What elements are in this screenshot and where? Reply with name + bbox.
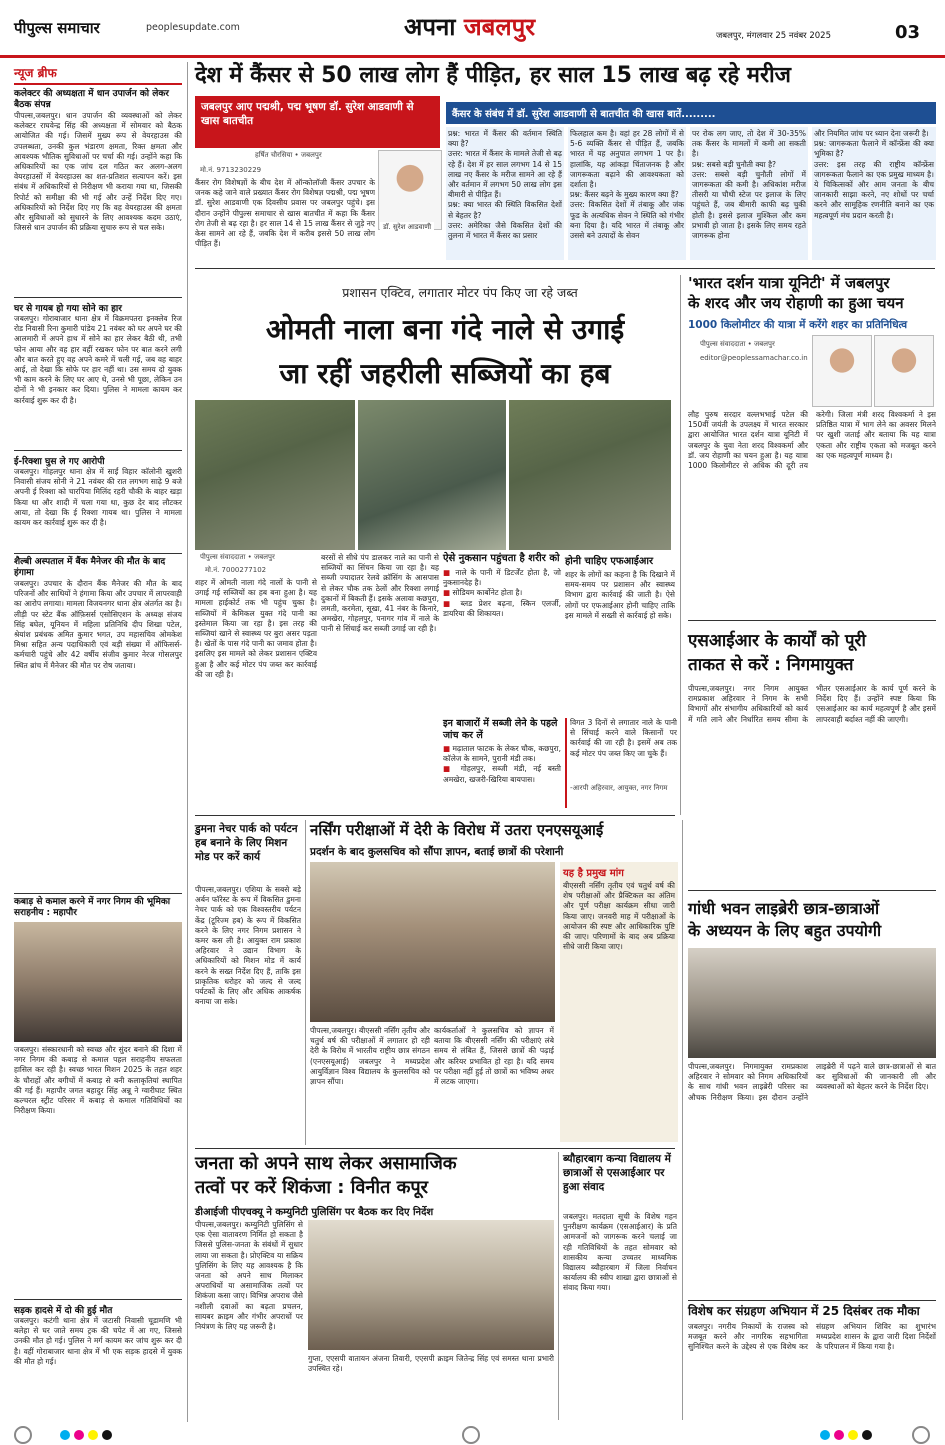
registration-mark-center (462, 1426, 480, 1444)
color-dot-black (862, 1430, 872, 1440)
brief-4-body: जबलपुर। उपचार के दौरान बैंक मैनेजर की मौत के बाद परिजनों और साथियों ने हंगामा किया और उपचार में लापरवाही का आरोप लगाया। मामला विजयनगर थाना क्षेत्र अंतर्गत का है। लीड़ी पर स्टेट बैंक ऑफ़िसर्स एसोसिएशन के अध्यक्ष संजय सिंह बघेल, यूनियन में महिला प्रतिनिधि दीप शिखा पटेल, श्रेयांश प्रबंधक अमित कुमार भगत, उप महासचिव ओमकेश मिश्रा सहित अन्य पदाधिकारी एवं बड़ी संख्या में ऑफिसर्स-कर्मचारी पहुंचे और 42 वर्षीय संजीव कुमार नेरज गोसलपुर स्थित ब्रांच में मैनेजर की मौत पर रोष जताया। (14, 579, 182, 670)
divider (195, 815, 675, 816)
gandhi-headline-1: गांधी भवन लाइब्रेरी छात्र-छात्राओं (688, 899, 880, 918)
nursing-col1: पीपल्स,जबलपुर। बीएससी नर्सिंग तृतीय और चतुर्थ वर्ष की परीक्षाओं में लगातार हो रही देरी के विरोध में भारतीय राष्ट्रीय छात्र संगठन (एनएसयूआई) जबलपुर ने मध्यप्रदेश आयुर्विज्ञान विश्व विद्यालय के कुलसचिव को ज्ञापन सौंपा। (310, 1026, 430, 1087)
news-brief-column (14, 62, 182, 1422)
omti-headline-2: जा रहीं जहरीली सब्जियों का हब (279, 357, 611, 390)
bharat-portrait-1 (812, 335, 872, 407)
nursing-demand-box (560, 862, 678, 1142)
qa-column-1: प्रश्न: भारत में कैंसर की वर्तमान स्थिति क्या है? उत्तर: भारत में कैंसर के मामले तेजी से बढ़ रहे हैं। देश में हर साल लगभग 14 से 15 लाख नए कैंसर के मरीज सामने आ रहे हैं और वर्तमान में लगभग 50 लाख लोग इस बीमारी से पीड़ित हैं। प्रश्न: क्या भारत की स्थिति विकसित देशों से बेहतर है? उत्तर: अमेरिका जैसे विकसित देशों की तुलना में भारत में कैंसर का प्रसार (446, 127, 564, 260)
brief-6-title: सड़क हादसे में दो की हुई मौत (14, 1306, 113, 1316)
column-divider (187, 62, 188, 1422)
nursing-col2: कार्यकर्ताओं ने कुलसचिव को ज्ञापन में बताया कि बीएससी नर्सिंग की परीक्षाएं लंबे समय से लंबित हैं, जिससे छात्रों की पढ़ाई और करियर प्रभावित हो रहा है। यदि समय पर परीक्षा नहीं हुई तो छात्रों का भविष्य अधर में लटक जाएगा। (434, 1026, 554, 1087)
lead-byline: हर्षित चौरसिया • जबलपुर (255, 151, 322, 159)
qa-column-4: और नियमित जांच पर ध्यान देना जरूरी है। प्रश्न: जागरूकता फैलाने में कॉन्फ्रेंस की क्या भूमिका है? उत्तर: इस तरह की राष्ट्रीय कॉन्फ्रेंस जागरूकता फैलाने का एक प्रमुख माध्यम है। ये चिकित्सकों और आम जनता के बीच जानकारी साझा करने, नए शोधों पर चर्चा करने और सामूहिक रणनीति बनाने का एक महत्वपूर्ण मंच प्रदान करती है। (812, 127, 936, 260)
omti-quote-box (565, 718, 677, 808)
sir-headline-2: ताकत से करें : निगमायुक्त (688, 655, 854, 675)
registration-marks (0, 1424, 945, 1445)
janata-subhead: डीआईजी पीएचक्यू ने कम्युनिटी पुलिसिंग पर बैठक कर दिए निर्देश (195, 1207, 434, 1218)
bharat-subhead: 1000 किलोमीटर की यात्रा में करेंगे शहर का प्रतिनिधित्व (688, 319, 908, 331)
color-dot-black (102, 1430, 112, 1440)
omti-photo-1 (195, 400, 355, 550)
divider (14, 297, 182, 298)
qa-column-3: पर रोक लग जाए, तो देश में 30-35% तक कैंसर के मामलों में कमी आ सकती है। प्रश्न: सबसे बड़ी चुनौती क्या है? उत्तर: सबसे बड़ी चुनौती लोगों में जागरूकता की कमी है। अधिकांश मरीज तीसरी या चौथी स्टेज पर इलाज के लिए पहुंचते हैं, जब बीमारी काफी बढ़ चुकी होती है। इससे इलाज मुश्किल और कम प्रभावी हो जाता है। इसके लिए समय रहते जागरूक होना (690, 127, 808, 260)
doctor-portrait (378, 150, 442, 230)
janata-photo (308, 1220, 554, 1350)
newspaper-logo: पीपुल्स समाचार (14, 19, 100, 37)
bharat-portrait-2 (874, 335, 934, 407)
dateline: जबलपुर, मंगलवार 25 नवंबर 2025 (716, 31, 831, 41)
dumna-headline: डुमना नेचर पार्क को पर्यटन हब बनाने के लिए मिशन मोड पर करें कार्य (195, 823, 298, 863)
omti-fir-box (565, 553, 675, 713)
gandhi-photo (688, 948, 936, 1058)
omti-kicker: प्रशासन एक्टिव, लगातार मोटर पंप किए जा रहे जब्त (342, 285, 578, 300)
bharat-body: लौह पुरुष सरदार वल्लभभाई पटेल की 150वीं जयंती के उपलक्ष्य में भारत सरकार द्वारा आयोजित भारत दर्शन यात्रा यूनिटी में जबलपुर के युवा नेता शरद विश्वकर्मा और डॉ. जय रोहाणी का चयन हुआ है। यह यात्रा 1000 किलोमीटर से अधिक की दूरी तय करेगी। जिला मंत्री शरद विश्वकर्मा ने इस प्रतिष्ठित यात्रा में भाग लेने का अवसर मिलने पर खुशी जताई और बताया कि यह यात्रा एकता और राष्ट्रीय एकता को मजबूत करने का एक महत्वपूर्ण माध्यम है। (688, 410, 936, 471)
color-dot-yellow (88, 1430, 98, 1440)
nursing-photo (310, 862, 555, 1022)
column-divider (680, 275, 681, 815)
brief-1-title: कलेक्टर की अध्यक्षता में धान उपार्जन को लेकर बैठक संपन्न (14, 89, 169, 110)
divider (14, 553, 182, 554)
color-dot-magenta (834, 1430, 844, 1440)
section-title-part2: जबलपुर (463, 13, 536, 41)
divider (195, 268, 935, 269)
omti-col1: शहर में ओमती नाला गंदे नालों के पानी से उगाई गई सब्जियों का हब बना हुआ है। यह मामला हाईकोर्ट तक भी पहुंच चुका है। सब्जियों में केमिकल युक्त गंदे पानी का इस्तेमाल किया जा रहा है। इस तरह की सब्जियां खाने से स्वास्थ्य पर बुरा असर पड़ता है। खेतों के पास गंदे पानी का जमाव होता है। इसलिए इस मामले को लेकर प्रशासन एक्टिव हुआ है और कई मोटर पंप जब्त कर कार्रवाई की जा रही है। (195, 578, 317, 679)
divider (688, 1300, 936, 1301)
brief-2-body: जबलपुर। गोराबाजार थाना क्षेत्र में विक्रमपतरा इनक्लेव रिज रोड निवासी रिना कुमारी पांडेय 21 नवंबर को घर अपने घर की आलमारी में अपने हाथ में सोने का हार लेकर बैठी थी, तभी फोन आया और वह हार वहीं रखकर फोन पर बात करने लगी और बात करते हुए वह अपने कमरे में चली गई, जब वह बाहर आई, तो देखा कि सोफे पर हार नहीं था। उस समय दो युवक भी काम करने के लिए घर आए थे, उनसे भी पूछा, लेकिन उन दोनों ने भी इनकार कर दिया। पुलिस ने मामला कायम कर कार्रवाई शुरू कर दी है। (14, 314, 182, 405)
janata-body: पीपल्स,जबलपुर। कम्युनिटी पुलिसिंग से एक ऐसा वातावरण निर्मित हो सकता है जिससे पुलिस-जनता के संबंधों में सुधार लाया जा सकता है। प्रोएक्टिव या सक्रिय पुलिसिंग के लिए यह आवश्यक है कि जनता को अपने साथ मिलाकर अपराधियों या असामाजिक तत्वों पर शिकंजा कसा जाए। विभिन्न अपराध जैसे नशीली दवाओं का बढ़ता प्रचलन, सायबर क्राइम और गंभीर अपराधों पर नियंत्रण के लिए यह जरूरी है। (195, 1220, 303, 1332)
section-title (404, 10, 535, 43)
lead-kicker: जबलपुर आए पद्मश्री, पद्म भूषण डॉ. सुरेश आडवाणी से खास बातचीत (201, 101, 414, 127)
nursing-subhead: प्रदर्शन के बाद कुलसचिव को सौंपा ज्ञापन, बताई छात्रों की परेशानी (310, 846, 564, 858)
color-dot-cyan (60, 1430, 70, 1440)
registration-mark-left (14, 1426, 32, 1444)
lead-highlight-text: कैंसर के संबंध में डॉ. सुरेश आडवाणी से बातचीत की खास बातें......... (452, 109, 716, 120)
omti-mobile: मो.नं. 7000277102 (205, 566, 267, 574)
omti-photo-2 (358, 400, 506, 550)
masthead (0, 0, 945, 58)
gandhi-body: पीपल्स,जबलपुर। निगमायुक्त रामप्रकाश अहिरवार ने सोमवार को निगम अधिकारियों के साथ गांधी भवन लाइब्रेरी परिसर का औचक निरीक्षण किया। इस दौरान उन्होंने लाइब्रेरी में पढ़ने वाले छात्र-छात्राओं से बात कर सुविधाओं की जानकारी ली और व्यवस्थाओं को बेहतर करने के निर्देश दिए। (688, 1062, 936, 1102)
brief-5-title: कबाड़ से कमाल करने में नगर निगम की भूमिका सराहनीय : महापौर (14, 897, 171, 918)
column-divider (305, 820, 306, 1145)
omti-byline: पीपुल्स संवाददाता • जबलपुर (200, 553, 275, 561)
column-divider (682, 820, 683, 1420)
divider (14, 1299, 182, 1300)
omti-damage-item-2: ■ सोडियम कार्बोनेट होता है। (443, 588, 561, 598)
omti-damage-item-1: ■ नाले के पानी में डिटर्जेंट होता है, जो नुकसानदेह है। (443, 568, 561, 588)
divider (14, 450, 182, 451)
omti-damage-title: ऐसे नुकसान पहुंचता है शरीर को (443, 553, 560, 564)
color-dot-magenta (74, 1430, 84, 1440)
divider (688, 620, 936, 621)
omti-fir-title: होनी चाहिए एफआईआर (565, 556, 654, 567)
dumna-body: पीपल्स,जबलपुर। एशिया के सबसे बड़े अर्बन फॉरेस्ट के रूप में विकसित डुमना नेचर पार्क को एक विश्वस्तरीय पर्यटन केंद्र (टूरिज्म हब) के रूप में विकसित करने के लिए नगर निगम प्रशासन ने कमर कस ली है। आयुक्त राम प्रकाश अहिरवार ने उद्यान विभाग के अधिकारियों को मिशन मोड में कार्य करने के सख्त निर्देश दिए हैं, ताकि इस प्राकृतिक धरोहर को जल्द से जल्द पर्यटकों के लिए और अधिक आकर्षक बनाया जा सके। (195, 885, 301, 1007)
brief-6-body: जबलपुर। कटंगी थाना क्षेत्र में जटासी निवासी चूडामणि भी बलेहा से घर जाते समय ट्रक की चपेट में आ गए, जिससे उनकी मौत हो गई। पुलिस ने मर्ग कायम कर जांच शुरू कर दी है। वहीं गोराबाजार थाना क्षेत्र में भी एक सड़क हादसे में युवक की मौत हो गई। (14, 1316, 182, 1366)
news-brief-label: न्यूज ब्रीफ (14, 62, 182, 85)
lead-kicker-box (195, 96, 440, 148)
nursing-headline: नर्सिंग परीक्षाओं में देरी के विरोध में उतरा एनएसयूआई (310, 821, 604, 839)
divider (195, 1148, 675, 1149)
qa-column-2: फिलहाल कम है। वहां हर 28 लोगों में से 5-6 व्यक्ति कैंसर से पीड़ित हैं, जबकि भारत में यह अनुपात लगभग 1 पर है। हालांकि, यह आंकड़ा चिंताजनक है और जागरूकता बढ़ाने की आवश्यकता को दर्शाता है। प्रश्न: कैंसर बढ़ने के मुख्य कारण क्या हैं? उत्तर: विकसित देशों में तंबाकू और जंक फूड के अत्यधिक सेवन ने स्थिति को गंभीर बना दिया है। यदि भारत में तंबाकू और उससे बने उत्पादों के सेवन (568, 127, 686, 260)
janata-headline-1: जनता को अपने साथ लेकर असामाजिक (195, 1153, 457, 1174)
byohar-body: जबलपुर। मतदाता सूची के विशेष गहन पुनरीक्षण कार्यक्रम (एसआईआर) के प्रति आमजनों को जागरूक करने चलाई जा रही गतिविधियों के तहत सोमवार को शासकीय कन्या उच्चतर माध्यमिक विद्यालय ब्यौहारबाग में जिला निर्वाचन कार्यालय की स्वीप शाखा द्वारा छात्राओं से संवाद किया गया। (563, 1212, 677, 1293)
byohar-headline: ब्यौहारबाग कन्या विद्यालय में छात्राओं से एसआईआर पर हुआ संवाद (563, 1153, 671, 1193)
bharat-byline: पीपुल्स संवाददाता • जबलपुर (700, 340, 775, 348)
lead-highlight-bar (446, 102, 936, 124)
omti-quote-by: -आरपी अहिरवार, आयुक्त, नगर निगम (570, 784, 668, 792)
lead-intro: कैंसर रोग विशेषज्ञों के बीच देश में ऑन्कोलॉजी कैंसर उपचार के जनक कहे जाने वाले प्रख्यात कैंसर रोग विशेषज्ञ पद्मश्री, पद्म भूषण डॉ. सुरेश आडवाणी एक दिवसीय प्रवास पर जबलपुर पहुंचे। इस दौरान उन्होंने पीपुल्स समाचार से खास बातचीत में कहा कि कैंसर रोग तेजी से बढ़ रहा है। हर साल 14 से 15 लाख कैंसर से जुड़े नए केस सामने आ रहे हैं, जबकि देश में करीब इससे 50 लाख लोग पीड़ित हैं। (195, 178, 375, 249)
color-dot-cyan (820, 1430, 830, 1440)
bharat-email[interactable]: editor@peoplessamachar.co.in (700, 354, 808, 362)
omti-fir-body: शहर के लोगों का कहना है कि दिखाने में समय-समय पर प्रशासन और स्वास्थ्य विभाग द्वारा कार्रवाई की जाती है। ऐसे लोगों पर एफआईआर होनी चाहिए ताकि इस मामले में सख्ती से कार्रवाई हो सके। (565, 570, 675, 620)
omti-market-item-1: ■ मढ़ाताल फाटक के लेकर चौक, कछपुरा, कॉलेज के सामने, पुरानी मंडी तक। (443, 744, 561, 764)
brief-3-title: ई-रिक्शा घुस ले गए आरोपी (14, 457, 105, 467)
brief-3-body: जबलपुर। गोहलपुर थाना क्षेत्र में साईं विहार कॉलोनी खुशरी निवासी संजय सोनी ने 21 नवंबर की रात लगभग साढ़े 9 बजे अपनी ई रिक्शा को चारपिया मिलिंद रहरी चौकी के बाहर खड़ा किया था और शादी में चला गया था, कुछ देर बाद लौटकर आया, तो देखा कि ई रिक्शा गायब था। पुलिस ने मामला कायम कर कार्रवाई शुरू कर दी है। (14, 467, 182, 528)
bharat-headline-1: 'भारत दर्शन यात्रा यूनिटी' में जबलपुर (688, 274, 890, 292)
page-number: 03 (895, 22, 921, 43)
registration-mark-right (912, 1426, 930, 1444)
lead-headline: देश में कैंसर से 50 लाख लोग हैं पीड़ित, हर साल 15 लाख बढ़ रहे मरीज (195, 63, 791, 88)
section-title-part1: अपना (404, 13, 456, 41)
omti-damage-box (443, 553, 561, 713)
color-dot-yellow (848, 1430, 858, 1440)
divider (14, 893, 182, 894)
doctor-portrait-caption: डॉ. सुरेश आडवाणी (380, 222, 434, 233)
brief-5-body: जबलपुर। संस्कारधानी को स्वच्छ और सुंदर बनाने की दिशा में नगर निगम की कबाड़ से कमाल पहल सराहनीय सफलता हासिल कर रही है। स्वच्छ भारत मिशन 2025 के तहत शहर के चौराहों और बगीचों में कबाड़ से बनी कलाकृतियां स्थापित की गई हैं। महापौर जगत बहादुर सिंह अन्नू ने ग्वारीघाट स्थित कल्चरल स्ट्रीट परिसर में कबाड़ से कमाल गतिविधियों का निरीक्षण किया। (14, 1045, 182, 1116)
brief-2-title: घर से गायब हो गया सोने का हार (14, 304, 122, 314)
gandhi-headline-2: के अध्ययन के लिए बहुत उपयोगी (688, 921, 882, 940)
bharat-headline-2: के शरद और जय रोहाणी का हुआ चयन (688, 294, 904, 312)
omti-market-item-2: ■ गोहलपुर, सब्जी मंडी, नई बस्ती अमखेरा, खजरी-खिरिया बायपास। (443, 764, 561, 784)
omti-market-title: इन बाजारों में सब्जी लेने के पहले जांच कर लें (443, 718, 558, 741)
nursing-demand-body: बीएससी नर्सिंग तृतीय एवं चतुर्थ वर्ष की शेष परीक्षाओं और प्रैक्टिकल का अंतिम और पूर्ण परीक्षा कार्यक्रम सीधा जारी किया जाए। जनवरी माह में परीक्षाओं के आयोजन की स्पष्ट और आधिकारिक पुष्टि की जाए। परिणामों के बाद अब प्रक्रिया सीधे जारी किया जाए। (563, 881, 675, 952)
brief-5-photo (14, 922, 182, 1042)
sir-headline-1: एसआईआर के कार्यों को पूरी (688, 631, 866, 651)
brief-1-body: पीपल्स,जबलपुर। धान उपार्जन की व्यवस्थाओं को लेकर कलेक्टर राघवेन्द्र सिंह की अध्यक्षता में सोमवार को बैठक आयोजित की गई। जिसमें मुख्य रूप से वेयरहाउस की उपलब्धता, उनकी कुल भंडारण क्षमता, रिक्त क्षमता और आवश्यक भौतिक सुविधाओं पर चर्चा की गई। उन्होंने कहा कि अधिकारियों का एक जांच दल गठित कर अलग-अलग वेयरहाउसों में वेयरहाउस का शत-प्रतिशत सत्यापन करें। इस संबंध में अधिकारियों से निरीक्षण भी कराया गया था, जिसकी रिपोर्ट को समीक्षा की भी गई और उन्हें निर्देश दिए गए। अधिकारियों को निर्देश दिए गए कि वह वेयरहाउस की क्षमता और सुविधाओं को सुधारने के लिए आवश्यक कदम उठाएं, जिससे धान उपार्जन की प्रक्रिया सुचारु रूप से चल सके। (14, 111, 182, 233)
brief-4-title: शैल्बी अस्पताल में बैंक मैनेजर की मौत के बाद हंगामा (14, 557, 166, 578)
website-url[interactable]: peoplesupdate.com (146, 22, 240, 33)
janata-headline-2: तत्वों पर करें शिकंजा : विनीत कपूर (195, 1177, 429, 1198)
omti-photo-3 (509, 400, 671, 550)
omti-market-box (443, 718, 561, 808)
omti-damage-item-3: ■ ब्लड प्रेशर बढ़ना, स्किन एलर्जी, डायरिया की शिकायत। (443, 599, 561, 619)
lead-mobile: मो.नं. 9713230229 (200, 166, 262, 174)
divider (688, 890, 936, 891)
omti-quote: विगत 3 दिनों से लगातार नाले के पानी से सिंचाई करने वाले किसानों पर कार्रवाई की जा रही है। इसमें अब तक कई मोटर पंप जब्त किए जा चुके हैं। (570, 718, 677, 758)
sir-body: पीपल्स,जबलपुर। नगर निगम आयुक्त रामप्रकाश अहिरवार ने निगम के सभी विभागों और संभागीय अधिकारियों को कार्य में गति लाने और निर्धारित समय सीमा के भीतर एसआईआर के कार्य पूर्ण करने के निर्देश दिए हैं। उन्होंने स्पष्ट किया कि एसआईआर का कार्य महत्वपूर्ण है और इसमें लापरवाही बर्दाश्त नहीं की जाएगी। (688, 684, 936, 724)
omti-headline-1: ओमती नाला बना गंदे नाले से उगाई (265, 313, 625, 346)
column-divider (558, 1152, 559, 1420)
nursing-demand-title: यह है प्रमुख मांग (563, 868, 624, 879)
vishesh-body: जबलपुर। नगरीय निकायों के राजस्व को मजबूत करने और नागरिक सहभागिता सुनिश्चित करने के उद्देश्य से एक विशेष कर संग्रहण अभियान शिविर का शुभारंभ मध्यप्रदेश शासन के द्वारा जारी दिशा निर्देशों के परिपालन में किया गया है। (688, 1322, 936, 1352)
omti-col2: बरसों से सीधे पंप डालकर नाले का पानी से सब्जियों का सिंचन किया जा रहा है। यह सब्जी ज्यादातर रेलवे क्रॉसिंग के आसपास से लेकर चौक तक ठेलों और रिक्शा लगाई दुकानों में बिकती हैं। इसके अलावा कछपुरा, लमती, करमेता, सूखा, 41 नंबर के किनारे, अमखेरा, गोहलपुर, पनागर गांव में नाले के पानी से सिंचाई कर सब्जी उगाई जा रही है। (321, 553, 439, 634)
vishesh-headline: विशेष कर संग्रहण अभियान में 25 दिसंबर तक मौका (688, 1304, 920, 1318)
janata-photo-caption: गुप्ता, एएसपी वातायन अंजना तिवारी, एएसपी क्राइम जितेन्द्र सिंह एवं समस्त थाना प्रभारी उपस्थित रहे। (308, 1354, 554, 1374)
